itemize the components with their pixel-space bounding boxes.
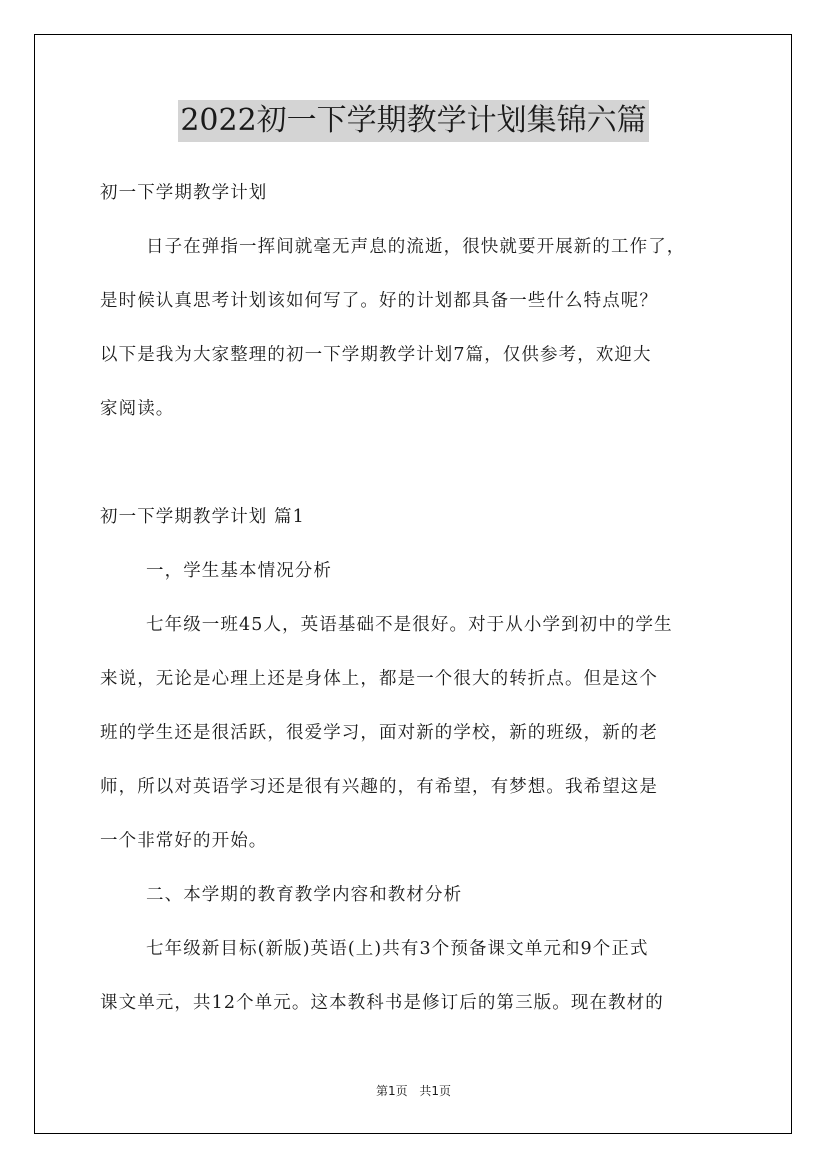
paragraph-line: 家阅读。 xyxy=(100,399,175,419)
paragraph-line: 师，所以对英语学习还是很有兴趣的，有希望，有梦想。我希望这是 xyxy=(100,777,658,797)
paragraph-line: 班的学生还是很活跃，很爱学习，面对新的学校，新的班级，新的老 xyxy=(100,723,658,743)
section-heading: 初一下学期教学计划 xyxy=(100,183,268,203)
subsection-heading: 二、本学期的教育教学内容和教材分析 xyxy=(146,885,463,905)
paragraph-line: 日子在弹指一挥间就毫无声息的流逝，很快就要开展新的工作了， xyxy=(146,237,686,257)
paragraph-line: 是时候认真思考计划该如何写了。好的计划都具备一些什么特点呢？ xyxy=(100,291,658,311)
paragraph-line: 七年级新目标(新版)英语(上)共有3个预备课文单元和9个正式 xyxy=(146,939,649,959)
section-heading: 初一下学期教学计划 篇1 xyxy=(100,507,305,527)
paragraph-line: 来说，无论是心理上还是身体上，都是一个很大的转折点。但是这个 xyxy=(100,669,658,689)
document-title: 2022初一下学期教学计划集锦六篇 xyxy=(178,100,648,142)
subsection-heading: 一，学生基本情况分析 xyxy=(146,561,332,581)
page-number: 第1页 xyxy=(375,1084,408,1098)
page-footer xyxy=(0,1082,827,1099)
paragraph-line: 以下是我为大家整理的初一下学期教学计划7篇，仅供参考，欢迎大 xyxy=(100,345,652,365)
page-total: 共1页 xyxy=(419,1084,452,1098)
paragraph-line: 一个非常好的开始。 xyxy=(100,831,268,851)
title-container xyxy=(0,100,827,142)
paragraph-line: 七年级一班45人，英语基础不是很好。对于从小学到初中的学生 xyxy=(146,615,673,635)
paragraph-line: 课文单元，共12个单元。这本教科书是修订后的第三版。现在教材的 xyxy=(100,993,664,1013)
